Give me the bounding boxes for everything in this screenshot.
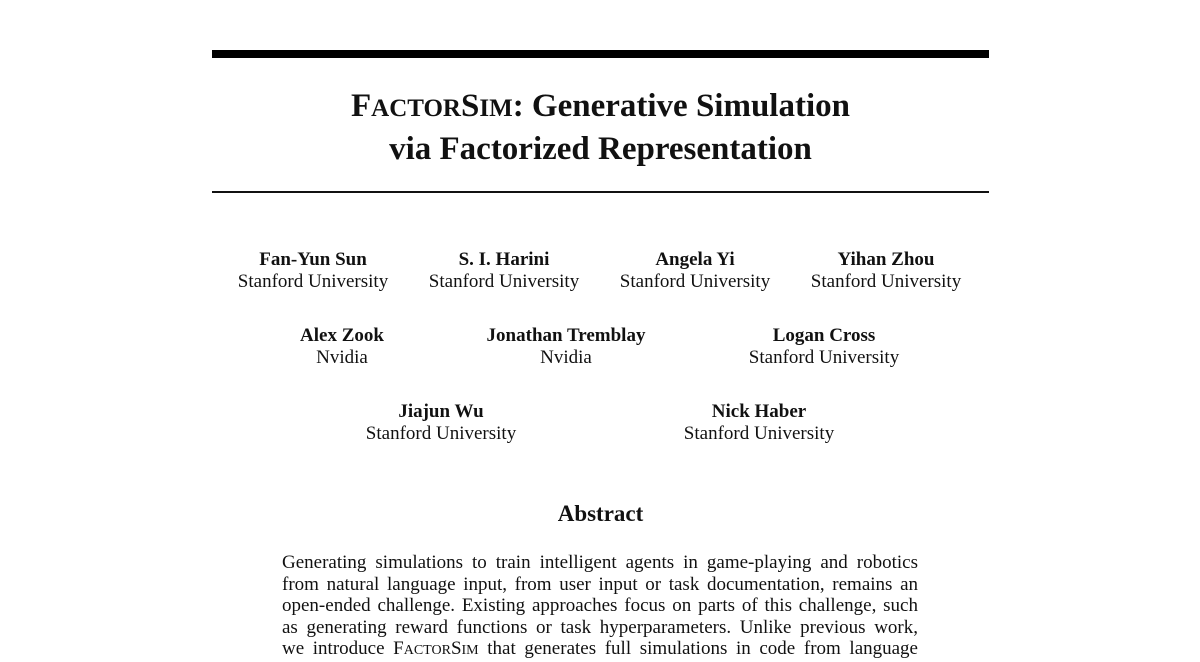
title-line-1 [212,86,989,129]
author-affiliation: Nvidia [316,347,368,368]
abstract-line: open-ended challenge. Existing approaches focus on parts of this challenge, such [282,595,918,616]
author-name: Nick Haber [711,401,807,422]
author-affiliation: Stanford University [810,271,962,292]
title-brand-small2: IM [479,95,513,122]
author-affiliation: Nvidia [540,347,592,368]
abstract-line5-before: we introduce [282,638,394,659]
author-name: Jonathan Tremblay [486,325,646,346]
author-name: Alex Zook [300,325,384,346]
author-name: Jiajun Wu [398,401,484,422]
title-line1-rest: : Generative Simulation [512,88,850,124]
title-bottom-rule [212,191,989,193]
author-affiliation: Stanford University [748,347,900,368]
abstract-brand-small2: IM [461,643,479,658]
abstract-line: from natural language input, from user input or task documentation, remains an [282,573,918,595]
abstract-line: Generating simulations to train intelligent agents in game-playing and robotics [282,552,918,573]
author-affiliation: Stanford University [237,271,389,292]
abstract-line [282,638,918,662]
author-affiliation: Stanford University [365,423,517,444]
author-block [429,249,579,293]
author-block [487,325,646,369]
author-block [811,249,961,293]
title-brand-cap2: S [461,88,480,124]
abstract-brand-cap2: S [450,638,462,659]
author-block [684,401,834,445]
abstract-body [282,552,918,662]
paper-title [212,86,989,169]
title-line-2: via Factorized Representation [389,131,812,167]
author-affiliation: Stanford University [683,423,835,444]
abstract-brand-small1: ACTOR [403,643,451,658]
author-block [749,325,899,369]
abstract-line5-after: that generates full simulations in code from language [478,638,918,659]
author-name: Yihan Zhou [837,249,935,270]
author-block [366,401,516,445]
abstract-brand-cap1: F [393,638,404,659]
author-block [300,325,384,369]
author-name: S. I. Harini [458,249,550,270]
author-name: Fan-Yun Sun [259,249,367,270]
author-name: Angela Yi [655,249,735,270]
author-block [620,249,770,293]
title-top-rule [212,50,989,58]
author-affiliation: Stanford University [428,271,580,292]
author-name: Logan Cross [772,325,876,346]
author-block [238,249,388,293]
abstract-heading: Abstract [557,501,644,526]
title-brand-small1: ACTOR [371,95,461,122]
author-affiliation: Stanford University [619,271,771,292]
title-brand-cap1: F [350,88,372,124]
abstract-line: as generating reward functions or task hyperparameters. Unlike previous work, [282,616,918,638]
